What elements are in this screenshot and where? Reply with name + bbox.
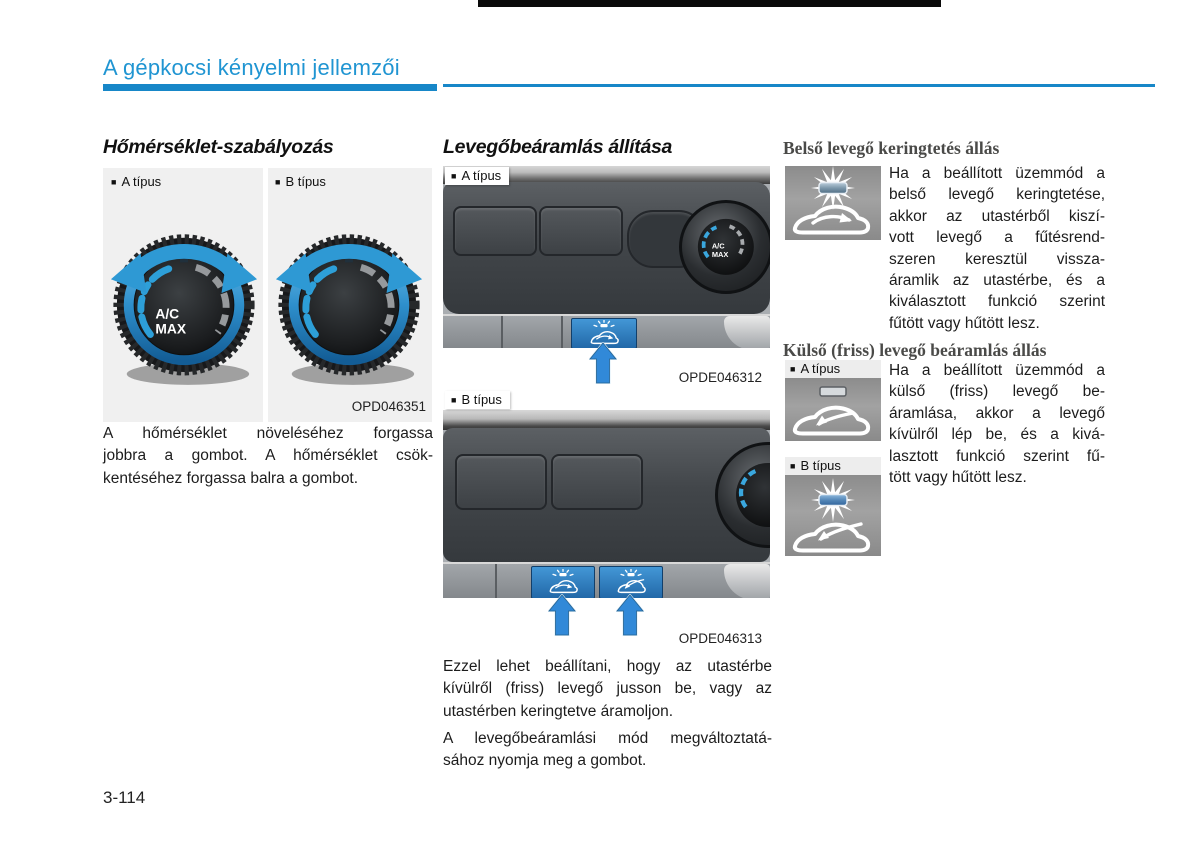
type-label-b: ■ B típus [445,391,510,409]
figure-code: OPDE046312 [678,370,762,385]
button-icon [820,387,846,396]
figure-code: OPD046351 [351,399,426,414]
svg-text:MAX: MAX [711,250,729,260]
car-icon [795,207,868,233]
square-bullet-icon: ■ [111,177,117,187]
figure-temperature-knobs [103,168,432,422]
square-bullet-icon: ■ [275,177,281,187]
up-arrow-icon [616,594,644,640]
title-underline-thick [103,84,437,91]
dashboard-top-trim [443,410,770,430]
type-label-a: ■ A típus [785,360,881,378]
fresh-air-indicator-icon [785,378,881,441]
fresh-air-indicator-icon [785,475,881,556]
knob-ac-label: A/C [155,305,180,322]
page-title: A gépkocsi kényelmi jellemzői [103,55,400,80]
section-heading-temperature: Hőmérséklet-szabályozás [103,136,334,158]
climate-panel [443,428,770,562]
temperature-knob-b [270,196,428,392]
section-heading-airflow: Levegőbeáramlás állítása [443,136,673,158]
type-label-a: ■ A típus [445,167,509,185]
fresh-air-tile-a [785,378,881,441]
figure-airflow-a [443,166,770,388]
page-number: 3-114 [103,788,146,807]
car-icon [795,408,868,434]
fresh-air-button-icon [611,569,651,596]
panel-button-slot [551,454,643,510]
panel-knob-markings [718,445,770,539]
heading-fresh-air: Külső (friss) levegő beáramlás állás [783,340,1047,360]
temperature-knob-a [105,196,263,392]
square-bullet-icon: ■ [451,395,457,405]
type-label-b: ■ B típus [785,457,881,475]
title-underline-thin [443,84,1155,87]
recirculation-body-text: Ha a beállított üzemmód a belső levegő keringtetése, akkor az utastérből kiszí- vott levegő a fűtésrend- szeren keresztül vissza- áramlik az utastérbe, és a kiválasztott funkció szerint fűtött vagy hűtött lesz. [889,165,1105,332]
airflow-body-text-1: Ezzel lehet beállítani, hogy az utastérbe kívülről (friss) levegő jusson be, vagy az utastérben keringtetve áramoljon. [443,658,772,720]
climate-panel [443,182,770,314]
up-arrow-icon [548,594,576,640]
type-label-b: ■ B típus [275,174,326,189]
knob-max-label: MAX [155,320,187,337]
fresh-air-tile-b [785,475,881,556]
car-icon [795,524,868,551]
panel-button-slot [455,454,547,510]
top-black-bar [478,0,941,7]
square-bullet-icon: ■ [790,461,796,471]
panel-knob [715,442,770,548]
fresh-air-body-text: Ha a beállított üzemmód a külső (friss) levegő be- áramlása, akkor a levegő kívülről lép be, és a kivá- lasztott funkció szerint fű- tött vagy hűtött lesz. [889,362,1105,487]
figure-code: OPDE046313 [678,631,762,646]
airflow-body-text-2: A levegőbeáramlási mód megváltoztatá- sához nyomja meg a gombot. [443,730,772,770]
temperature-body-text: A hőmérséklet növeléséhez forgassa jobbra a gombot. A hőmérséklet csök- kentéséhez forgassa balra a gombot. [103,425,433,487]
figure-airflow-b [443,410,770,650]
up-arrow-icon [589,342,617,388]
strip-trim [724,316,770,350]
heading-recirculation: Belső levegő keringtetés állás [783,138,1000,158]
panel-button-slot [539,206,623,256]
recirculation-indicator-tile [785,166,881,240]
panel-button-slot [453,206,537,256]
recirculation-button-icon [543,569,583,596]
square-bullet-icon: ■ [451,171,457,181]
svg-text:A/C: A/C [711,241,725,251]
strip-trim [724,564,770,600]
panel-knob-markings [682,203,764,285]
button-strip [443,562,770,602]
panel-knob [679,200,770,294]
square-bullet-icon: ■ [790,364,796,374]
recirculation-indicator-icon [785,166,881,240]
figure-divider [263,168,268,422]
type-label-a: ■ A típus [111,174,162,189]
